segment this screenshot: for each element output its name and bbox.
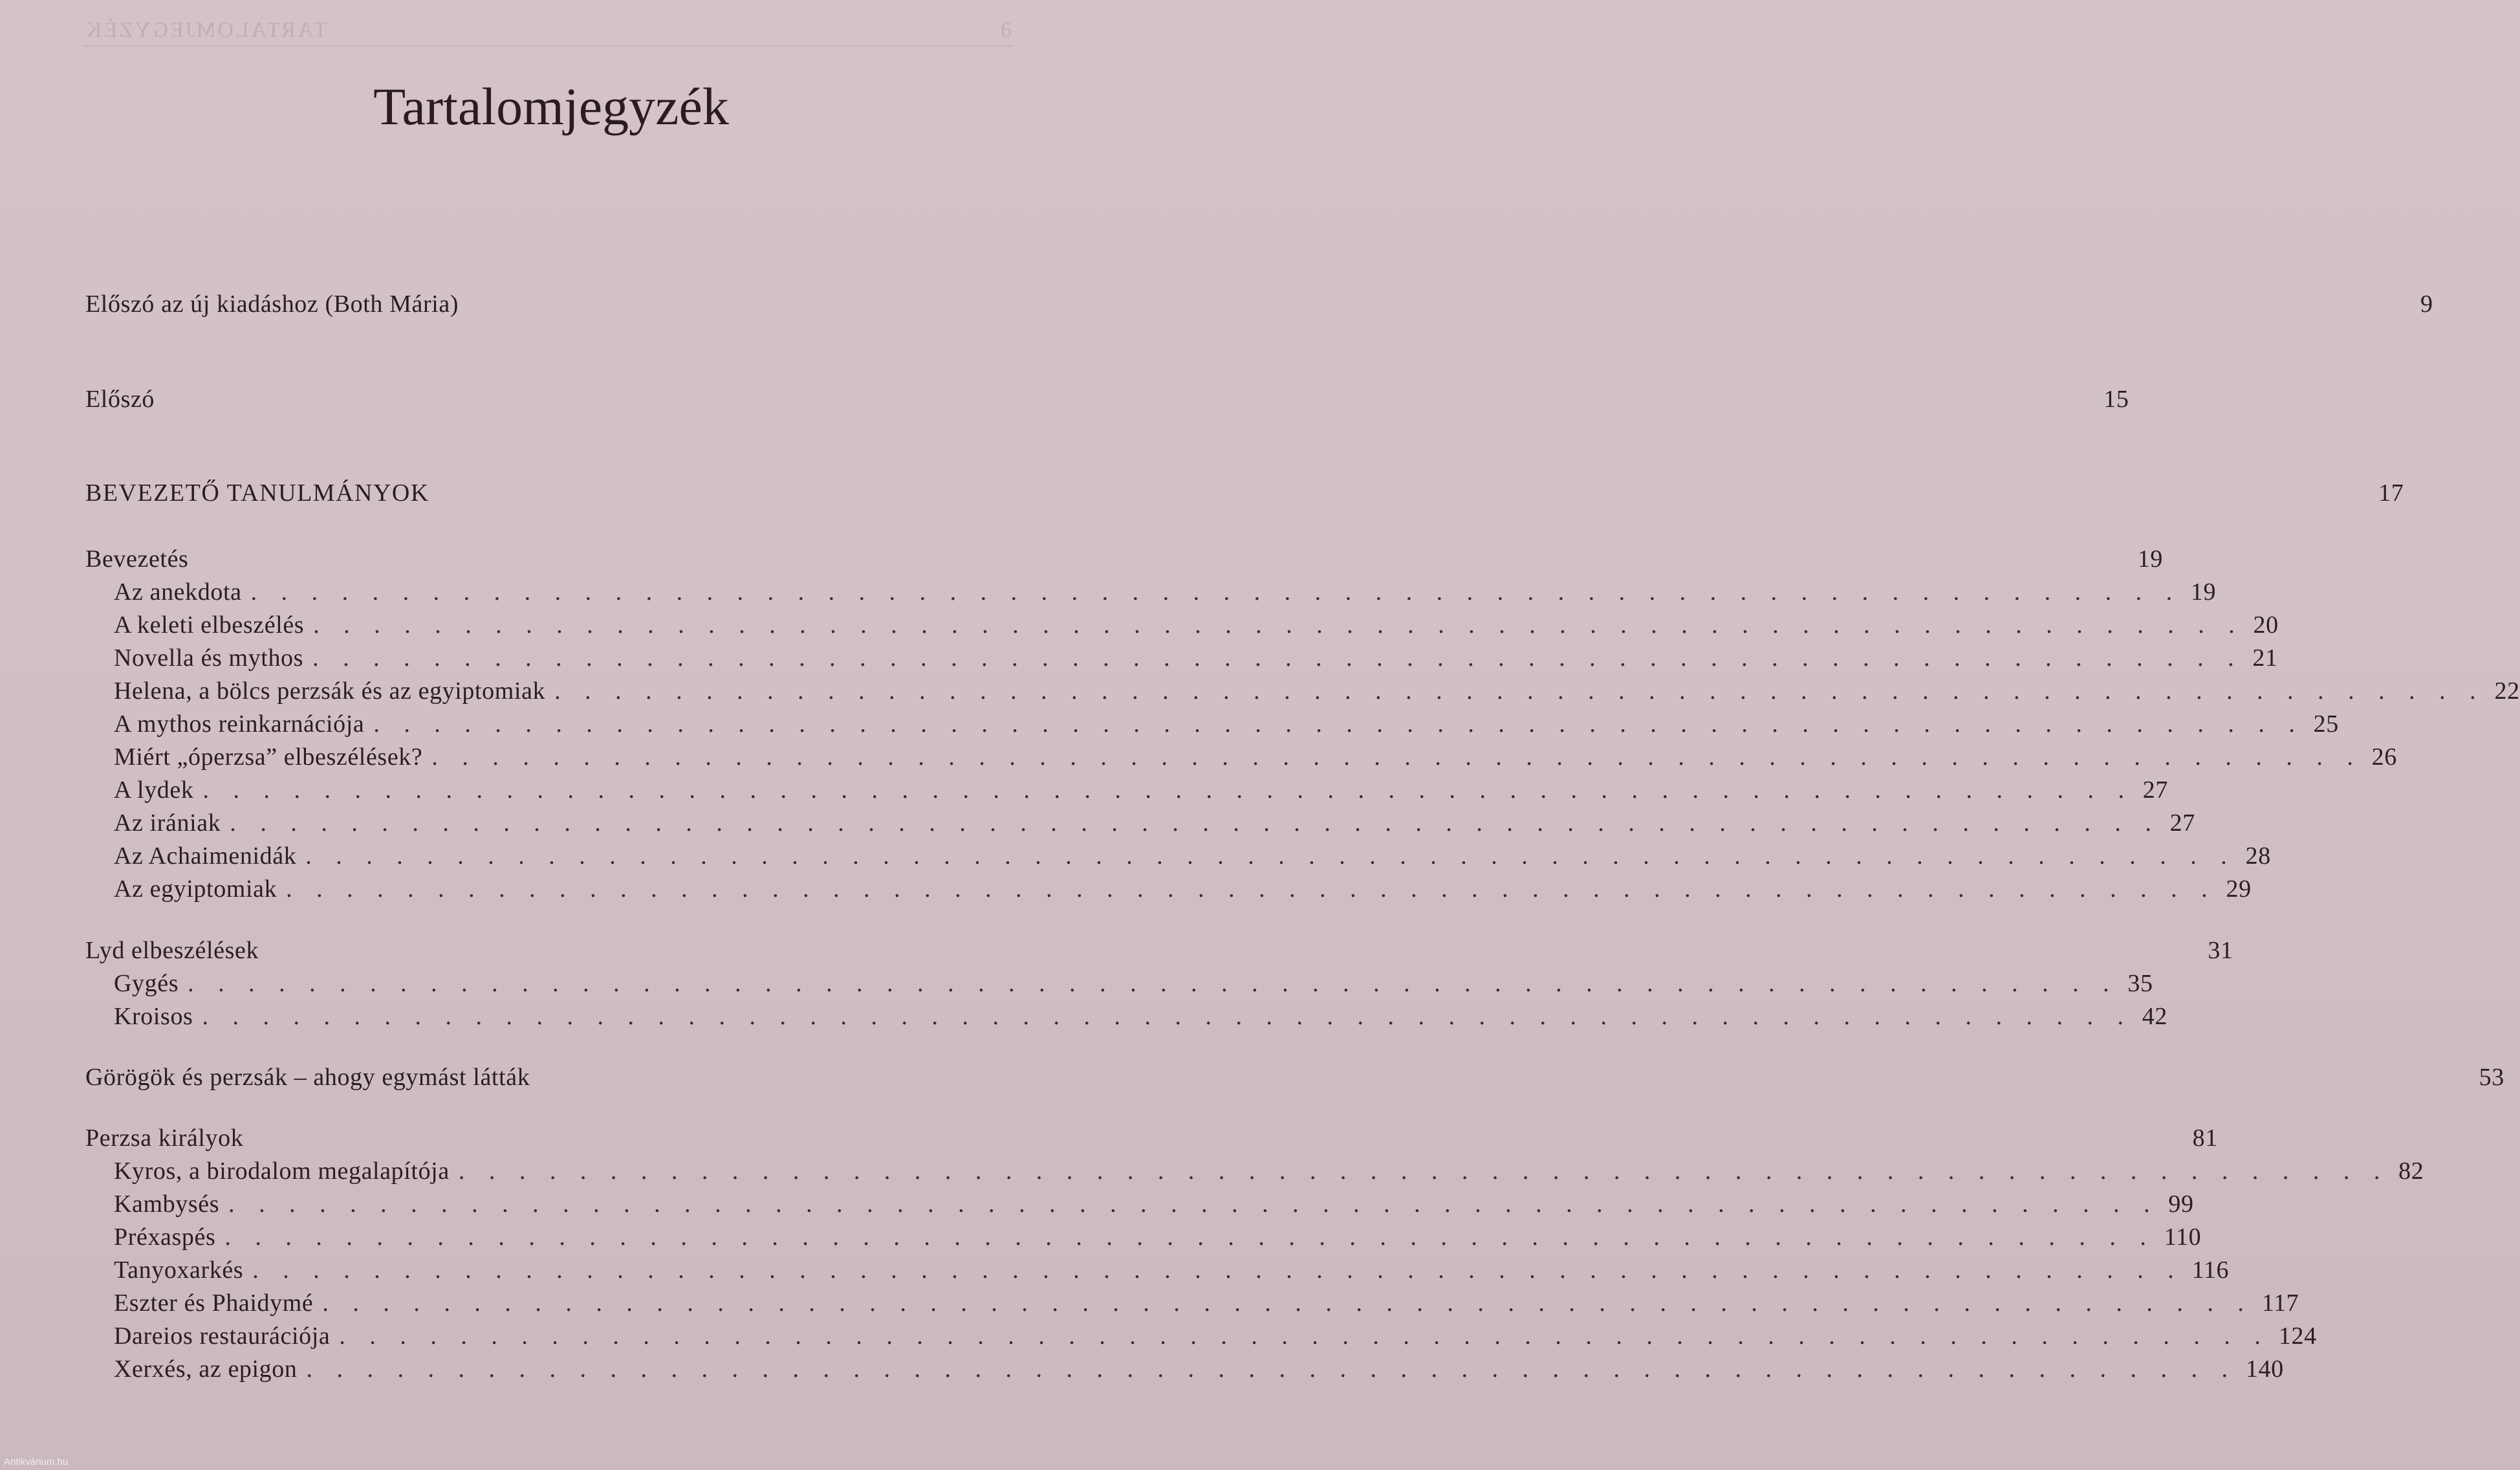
- dot-leader: . . . . . . . . . . . . . . . . . . . . . . . . . . . . . . . . . . . . . . . . . . . . . . . . . . . . . . . . . . . . . . . .: [286, 875, 2217, 903]
- toc-page-number: 116: [2191, 1256, 2230, 1284]
- toc-page-number: 110: [2164, 1223, 2202, 1251]
- toc-subentry: [114, 1289, 2299, 1321]
- toc-subentry: [114, 710, 2339, 742]
- toc-page-number: 17: [2378, 479, 2404, 507]
- toc-entry: [85, 290, 2433, 322]
- toc-subentry: [114, 644, 2278, 676]
- toc-entry-title: Tanyoxarkés: [114, 1256, 244, 1284]
- dot-leader: . . . . . . . . . . . . . . . . . . . . . . . . . . . . . . . . . . . . . . . . . . . . . . . . . . . . . . . . . . . . . . . .: [228, 1190, 2159, 1218]
- toc-entry: [85, 385, 2129, 417]
- dot-leader: . . . . . . . . . . . . . . . . . . . . . . . . . . . . . . . . . . . . . . . . . . . . . . . . . . . . . . . . . . . . . . . .: [305, 842, 2236, 870]
- toc-page-number: 22: [2494, 677, 2520, 705]
- toc-subentry: [114, 1355, 2284, 1387]
- dot-leader: . . . . . . . . . . . . . . . . . . . . . . . . . . . . . . . . . . . . . . . . . . . . . . . . . . . . . . . . . . . . . . . .: [252, 1256, 2183, 1284]
- toc-entry-title: Az anekdota: [114, 578, 242, 606]
- toc-page-number: 29: [2226, 875, 2252, 903]
- toc-entry-title: Lyd elbeszélések: [85, 937, 259, 964]
- toc-subentry: [114, 578, 2217, 610]
- dot-leader: . . . . . . . . . . . . . . . . . . . . . . . . . . . . . . . . . . . . . . . . . . . . . . . . . . . . . . . . . . . . . . . .: [306, 1355, 2237, 1383]
- dot-leader: . . . . . . . . . . . . . . . . . . . . . . . . . . . . . . . . . . . . . . . . . . . . . . . . . . . . . . . . . . . . . . . .: [339, 1322, 2270, 1350]
- dot-leader: . . . . . . . . . . . . . . . . . . . . . . . . . . . . . . . . . . . . . . . . . . . . . . . . . . . . . . . . . . . . . . . .: [188, 970, 2118, 997]
- toc-entry-title: Dareios restaurációja: [114, 1322, 331, 1350]
- toc-entry-title: Préxaspés: [114, 1223, 216, 1251]
- toc-subentry: [114, 1223, 2202, 1255]
- toc-entry-title: Előszó az új kiadáshoz (Both Mária): [85, 291, 459, 318]
- toc-entry-title: Az irániak: [114, 809, 221, 837]
- toc-page-number: 9: [2420, 291, 2433, 318]
- toc-page-number: 20: [2253, 611, 2279, 639]
- toc-entry-title: A lydek: [114, 776, 194, 804]
- toc-page-number: 26: [2371, 743, 2397, 771]
- toc-page-number: 99: [2168, 1190, 2194, 1218]
- toc-subentry: [114, 1190, 2194, 1222]
- toc-page-number: 19: [2137, 545, 2163, 573]
- toc-entry-title: Gygés: [114, 970, 179, 997]
- toc-entry-title: Helena, a bölcs perzsák és az egyiptomiak: [114, 677, 546, 705]
- toc-subentry: [114, 809, 2195, 841]
- toc-page-number: 19: [2190, 578, 2217, 606]
- bleed-through-header: [84, 14, 1012, 47]
- dot-leader: . . . . . . . . . . . . . . . . . . . . . . . . . . . . . . . . . . . . . . . . . . . . . . . . . . . . . . . . . . . . . . . .: [431, 743, 2362, 771]
- toc-page-number: 117: [2261, 1289, 2299, 1317]
- dot-leader: . . . . . . . . . . . . . . . . . . . . . . . . . . . . . . . . . . . . . . . . . . . . . . . . . . . . . . . . . . . . . . . .: [322, 1289, 2253, 1317]
- toc-page-number: 42: [2142, 1003, 2167, 1030]
- dot-leader: . . . . . . . . . . . . . . . . . . . . . . . . . . . . . . . . . . . . . . . . . . . . . . . . . . . . . . . . . . . . . . . .: [312, 644, 2243, 672]
- toc-page-number: 21: [2252, 644, 2278, 672]
- toc-subentry: [114, 1322, 2317, 1354]
- toc-entry: [85, 1063, 2504, 1095]
- toc-entry-title: Miért „óperzsa” elbeszélések?: [114, 743, 423, 771]
- toc-entry-title: Kambysés: [114, 1190, 220, 1218]
- toc-subentry: [114, 1256, 2230, 1288]
- toc-subentry: [114, 969, 2153, 1002]
- toc-entry-title: Bevezetés: [85, 545, 189, 573]
- toc-entry: [85, 479, 2404, 511]
- toc-entry-title: Eszter és Phaidymé: [114, 1289, 314, 1317]
- dot-leader: . . . . . . . . . . . . . . . . . . . . . . . . . . . . . . . . . . . . . . . . . . . . . . . . . . . . . . . . . . . . . . . .: [250, 578, 2182, 606]
- toc-page-number: 15: [2103, 386, 2129, 413]
- toc-subentry: [114, 743, 2397, 775]
- watermark: Antikvárium.hu: [4, 1456, 69, 1467]
- bleed-through-title: TARTALOMJEGYZÉK: [84, 18, 327, 42]
- toc-page-number: 53: [2479, 1064, 2504, 1091]
- dot-leader: . . . . . . . . . . . . . . . . . . . . . . . . . . . . . . . . . . . . . . . . . . . . . . . . . . . . . . . . . . . . . . . .: [373, 710, 2304, 738]
- toc-subentry: [114, 677, 2520, 709]
- toc-entry: [85, 936, 2233, 969]
- toc-entry-title: Előszó: [85, 386, 155, 413]
- toc-entry-title: BEVEZETŐ TANULMÁNYOK: [85, 479, 429, 507]
- bleed-through-page-number: 6: [1001, 18, 1012, 42]
- toc-subentry: [114, 776, 2168, 808]
- dot-leader: . . . . . . . . . . . . . . . . . . . . . . . . . . . . . . . . . . . . . . . . . . . . . . . . . . . . . . . . . . . . . . . .: [230, 809, 2160, 837]
- toc-page-number: 81: [2192, 1124, 2218, 1152]
- toc-entry-title: Novella és mythos: [114, 644, 304, 672]
- toc-page-number: 25: [2313, 710, 2339, 738]
- toc-entry-title: Perzsa királyok: [85, 1124, 244, 1152]
- toc-page-number: 27: [2142, 776, 2168, 804]
- page-title: Tartalomjegyzék: [373, 77, 729, 136]
- toc-entry-title: Az egyiptomiak: [114, 875, 277, 903]
- dot-leader: . . . . . . . . . . . . . . . . . . . . . . . . . . . . . . . . . . . . . . . . . . . . . . . . . . . . . . . . . . . . . . . .: [224, 1223, 2155, 1251]
- toc-entry-title: Xerxés, az epigon: [114, 1355, 298, 1383]
- toc-subentry: [114, 1157, 2424, 1189]
- toc-subentry: [114, 1002, 2167, 1035]
- dot-leader: . . . . . . . . . . . . . . . . . . . . . . . . . . . . . . . . . . . . . . . . . . . . . . . . . . . . . . . . . . . . . . . .: [313, 611, 2244, 639]
- dot-leader: . . . . . . . . . . . . . . . . . . . . . . . . . . . . . . . . . . . . . . . . . . . . . . . . . . . . . . . . . . . . . . . .: [202, 776, 2133, 804]
- toc-entry-title: A mythos reinkarnációja: [114, 710, 365, 738]
- toc-page-number: 28: [2245, 842, 2271, 870]
- toc-page-number: 27: [2169, 809, 2195, 837]
- toc-subentry: [114, 875, 2252, 907]
- toc-entry-title: Az Achaimenidák: [114, 842, 297, 870]
- toc-page-number: 124: [2278, 1322, 2317, 1350]
- toc-page-number: 31: [2208, 937, 2233, 964]
- toc-entry: [85, 1124, 2218, 1156]
- toc-page-number: 82: [2398, 1157, 2424, 1185]
- dot-leader: . . . . . . . . . . . . . . . . . . . . . . . . . . . . . . . . . . . . . . . . . . . . . . . . . . . . . . . . . . . . . . . .: [458, 1157, 2389, 1185]
- toc-entry: [85, 545, 2163, 577]
- toc-page-number: 35: [2127, 970, 2153, 997]
- toc-subentry: [114, 842, 2271, 874]
- dot-leader: . . . . . . . . . . . . . . . . . . . . . . . . . . . . . . . . . . . . . . . . . . . . . . . . . . . . . . . . . . . . . . . .: [202, 1003, 2133, 1030]
- dot-leader: . . . . . . . . . . . . . . . . . . . . . . . . . . . . . . . . . . . . . . . . . . . . . . . . . . . . . . . . . . . . . . . .: [554, 677, 2485, 705]
- toc-subentry: [114, 611, 2279, 643]
- toc-entry-title: A keleti elbeszélés: [114, 611, 305, 639]
- toc-entry-title: Kroisos: [114, 1003, 193, 1030]
- toc-entry-title: Kyros, a birodalom megalapítója: [114, 1157, 450, 1185]
- toc-page-number: 140: [2245, 1355, 2284, 1383]
- toc-entry-title: Görögök és perzsák – ahogy egymást látták: [85, 1064, 530, 1091]
